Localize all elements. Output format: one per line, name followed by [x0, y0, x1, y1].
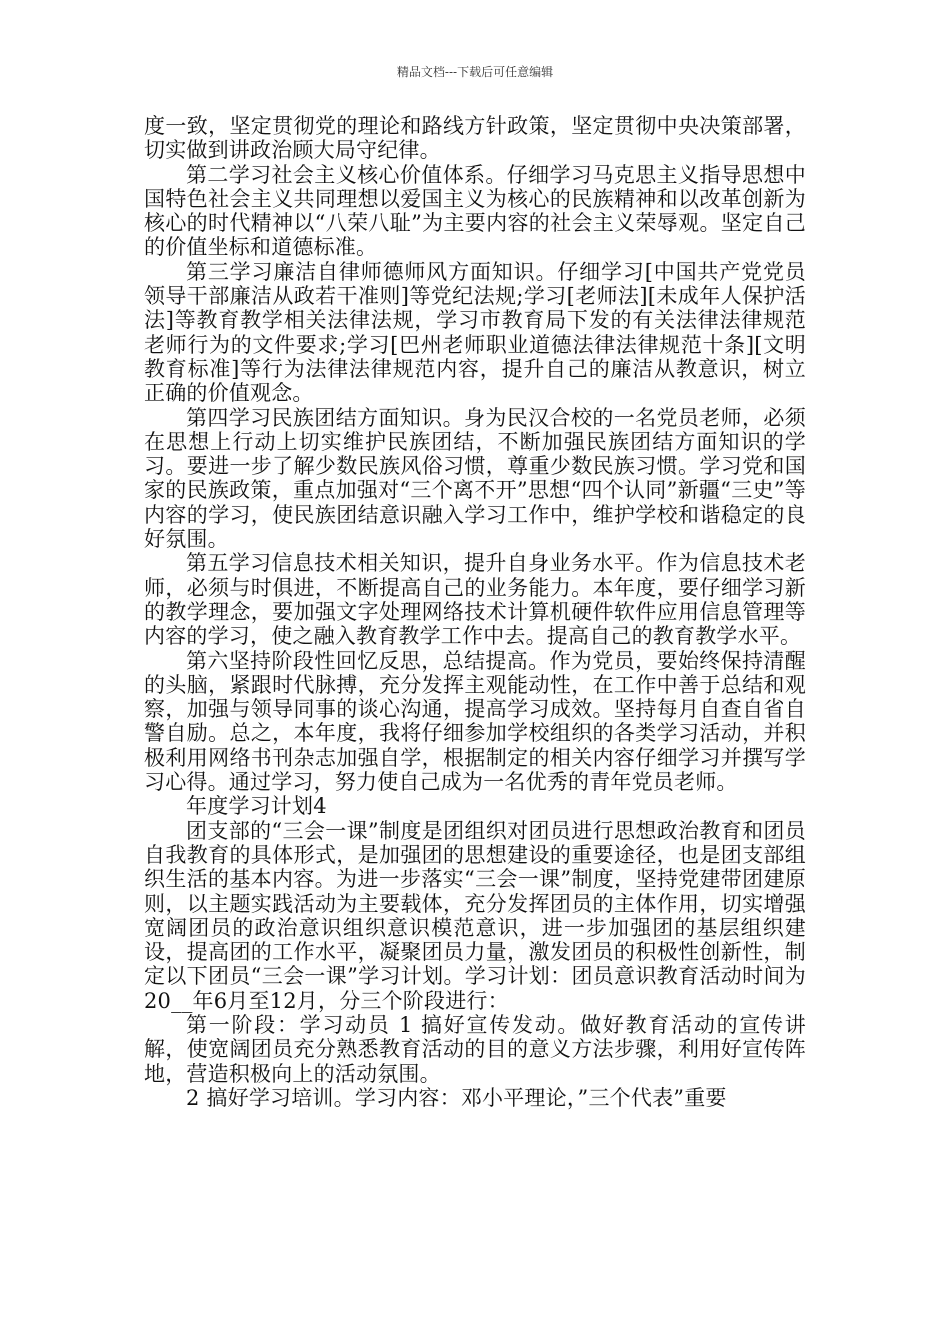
paragraph: 2 搞好学习培训。学习内容：邓小平理论，”三个代表”重要: [186, 1085, 727, 1110]
paragraph: 团支部的“三会一课”制度是团组织对团员进行思想政治教育和团员自我教育的具体形式，是加强团的思想建设的重要途径，也是团支部组织生活的基本内容。为进一步落实“三会一课”制度，坚持党建带团建原则，以主题实践活动为主要载体，充分发挥团员的主体作用，切实增强宽阔团员的政治意识组织意识模范意识，进一步加强团的基层组织建设，提高团的工作水平，凝聚团员力量，激发团员的积极性创新性，制定以下团员“三会一课”学习计划。学习计划：团员意识教育活动时间为20__年6月至12月，分三个阶段进行：: [144, 818, 806, 1013]
paragraph: 第二学习社会主义核心价值体系。仔细学习马克思主义指导思想中国特色社会主义共同理想以爱国主义为核心的民族精神和以改革创新为核心的时代精神以“八荣八耻”为主要内容的社会主义荣辱观。坚定自己的价值坐标和道德标准。: [144, 162, 806, 260]
paragraph: 第三学习廉洁自律师德师风方面知识。仔细学习[中国共产党党员领导干部廉洁从政若干准则]等党纪法规;学习[老师法][未成年人保护活法]等教育教学相关法律法规，学习市教育局下发的有关法律法律规范老师行为的文件要求;学习[巴州老师职业道德法律法律规范十条][文明教育标准]等行为法律法律规范内容，提升自己的廉洁从教意识，树立正确的价值观念。: [144, 259, 806, 406]
section-heading: 年度学习计划4: [186, 794, 327, 819]
paragraph: 第六坚持阶段性回忆反思，总结提高。作为党员，要始终保持清醒的头脑，紧跟时代脉搏，充分发挥主观能动性，在工作中善于总结和观察，加强与领导同事的谈心沟通，提高学习成效。坚持每月自查自省自警自励。总之，本年度，我将仔细参加学校组织的各类学习活动，并积极利用网络书刊杂志加强自学，根据制定的相关内容仔细学习并撰写学习心得。通过学习，努力使自己成为一名优秀的青年党员老师。: [144, 648, 806, 795]
paragraph: 第五学习信息技术相关知识，提升自身业务水平。作为信息技术老师，必须与时俱进，不断提高自己的业务能力。本年度，要仔细学习新的教学理念，要加强文字处理网络技术计算机硬件软件应用信息管理等内容的学习，使之融入教育教学工作中去。提高自己的教育教学水平。: [144, 551, 806, 649]
paragraph: 第四学习民族团结方面知识。身为民汉合校的一名党员老师，必须在思想上行动上切实维护民族团结，不断加强民族团结方面知识的学习。要进一步了解少数民族风俗习惯，尊重少数民族习惯。学习党和国家的民族政策，重点加强对“三个离不开”思想“四个认同”新疆“三史”等内容的学习，使民族团结意识融入学习工作中，维护学校和谐稳定的良好氛围。: [144, 405, 806, 552]
paragraph: 第一阶段：学习动员 1 搞好宣传发动。做好教育活动的宣传讲解，使宽阔团员充分熟悉教育活动的目的意义方法步骤，利用好宣传阵地，营造积极向上的活动氛围。: [144, 1012, 806, 1086]
page-header: 精品文档---下载后可任意编辑: [396, 65, 554, 79]
document-body: [144, 114, 806, 1110]
paragraph: 度一致，坚定贯彻党的理论和路线方针政策，坚定贯彻中央决策部署，切实做到讲政治顾大局守纪律。: [144, 114, 806, 163]
